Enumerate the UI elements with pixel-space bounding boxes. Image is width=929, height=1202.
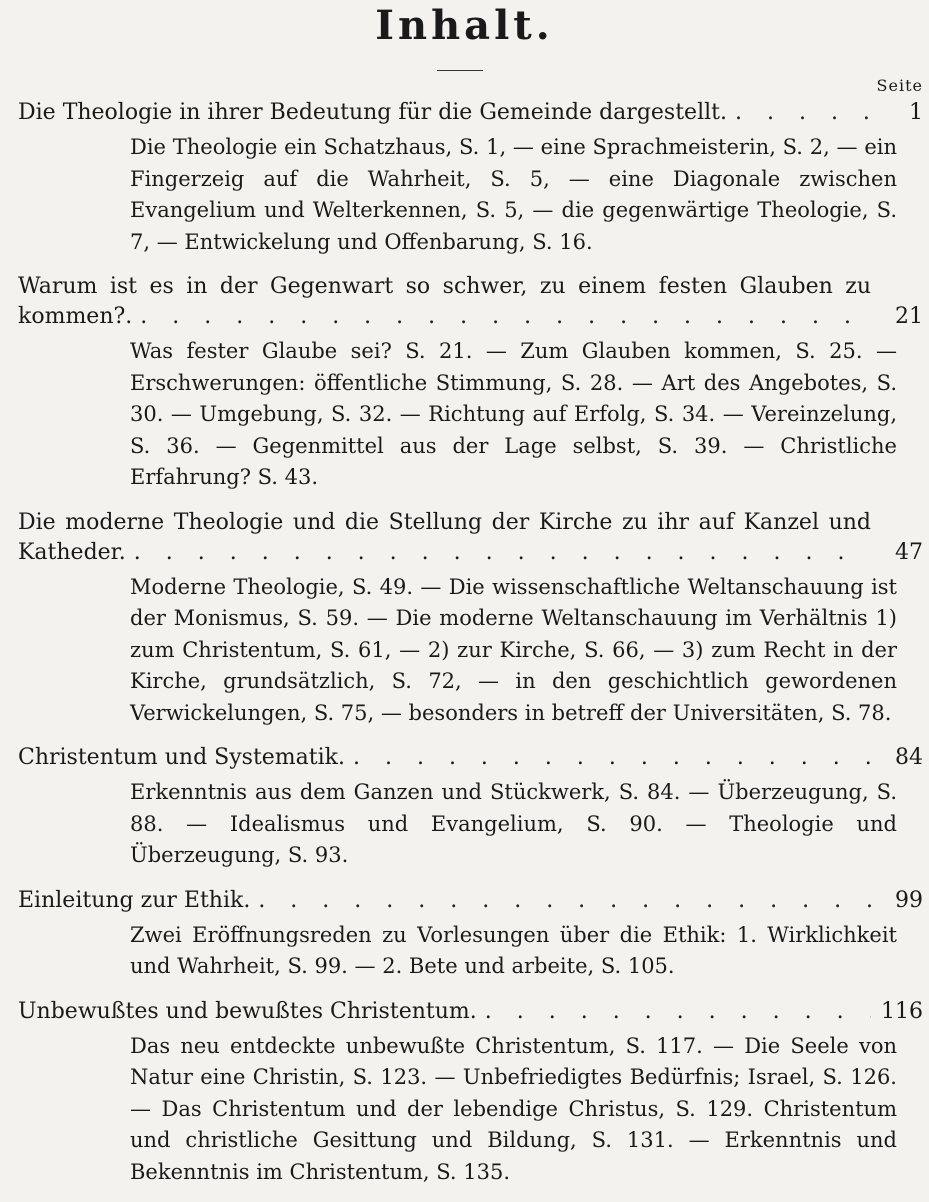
toc-entry-page-number: 84 <box>895 745 923 770</box>
toc-entry-summary: Zwei Eröffnungsreden zu Vorlesungen über die Ethik: 1. Wirklichkeit und Wahrheit, S. 99. — 2. Bete und arbeite, S. 105. <box>130 922 897 978</box>
toc-entry <box>18 997 923 1189</box>
toc-entry-summary: Moderne Theologie, S. 49. — Die wissenschaftliche Weltanschauung ist der Monismus, S. 59. — Die moderne Weltanschauung im Verhältnis 1) zum Christentum, S. 61, — 2) zur Kirche, S. 66, — 3) zum Recht in der Kirche, grundsätzlich, S. 72, — in den geschichtlich gewordenen Verwickelungen, S. 75, — besonders in betreff der Universitäten, S. 78. <box>130 574 897 725</box>
toc-entry-summary: Was fester Glaube sei? S. 21. — Zum Glauben kommen, S. 25. — Erschwerungen: öffentliche Stimmung, S. 28. — Art des Angebotes, S. 30. — Umgebung, S. 32. — Richtung auf Erfolg, S. 34. — Vereinzelung, S. 36. — Gegenmittel aus der Lage selbst, S. 39. — Christliche Erfahrung? S. 43. <box>130 339 897 489</box>
toc-entry-title-row <box>18 538 923 568</box>
toc-entry-heading <box>18 508 923 568</box>
toc-entry-title: Katheder. <box>18 539 126 565</box>
toc-entry-summary: Das neu entdeckte unbewußte Christentum, S. 117. — Die Seele von Natur eine Christin, S. 123. — Unbefriedigtes Bedürfnis; Israel, S. 126. — Das Christentum und der lebendige Christus, S. 129. Christentum und christliche Gesittung und Bildung, S. 131. — Erkenntnis und Bekenntnis im Christentum, S. 135. <box>130 1033 897 1184</box>
toc-entry-summary: Erkenntnis aus dem Ganzen und Stückwerk, S. 84. — Überzeugung, S. 88. — Idealismus und Evangelium, S. 90. — Theologie und Überzeugung, S. 93. <box>130 780 897 867</box>
toc-entry-title: Die Theologie in ihrer Bedeutung für die Gemeinde dargestellt. <box>18 100 727 125</box>
page-title: Inhalt. <box>375 2 554 49</box>
toc-entry-title-row <box>18 886 923 916</box>
toc-entry-summary: Die Theologie ein Schatzhaus, S. 1, — eine Sprachmeisterin, S. 2, — ein Fingerzeig auf die Wahrheit, S. 5, — eine Diagonale zwischen Evangelium und Welterkennen, S. 5, — die gegenwärtige Theologie, S. 7, — Entwickelung und Offenbarung, S. 16. <box>130 135 897 254</box>
toc-entry-title-line: Die moderne Theologie und die Stellung der Kirche zu ihr auf Kanzel und <box>18 509 871 535</box>
toc-entry-title-row <box>18 743 923 773</box>
toc-entry <box>18 886 923 983</box>
toc-entry-page-number: 116 <box>881 998 923 1024</box>
toc-entry-title-row <box>18 997 923 1027</box>
toc-entry-title: kommen?. <box>18 304 133 329</box>
toc-entry-heading <box>18 743 923 773</box>
toc-entry-title-line: Warum ist es in der Gegenwart so schwer, zu einem festen Glauben zu <box>18 274 871 299</box>
toc-entry-title: Einleitung zur Ethik. <box>18 887 251 913</box>
toc-entry <box>18 508 923 730</box>
toc-entry-title-row <box>18 302 923 332</box>
toc-entry-page-number: 21 <box>895 304 923 329</box>
title-rule <box>437 70 483 71</box>
toc-entry-page-number: 1 <box>909 100 923 125</box>
dot-leader <box>345 743 871 773</box>
dot-leader <box>727 98 871 128</box>
toc-entry-title-row <box>18 98 923 128</box>
toc-entry-heading <box>18 272 923 332</box>
dot-leader <box>132 302 871 332</box>
toc-entry-page-number: 99 <box>895 887 923 913</box>
page-column-header: Seite <box>876 76 923 95</box>
toc-entries <box>18 98 923 1202</box>
toc-entry-title: Unbewußtes und bewußtes Christentum. <box>18 998 477 1024</box>
toc-entry <box>18 98 923 258</box>
toc-entry-heading <box>18 98 923 128</box>
toc-entry <box>18 272 923 494</box>
toc-entry-heading <box>18 997 923 1027</box>
toc-entry <box>18 743 923 872</box>
dot-leader <box>126 538 871 568</box>
toc-entry-heading <box>18 886 923 916</box>
dot-leader <box>477 997 871 1027</box>
toc-entry-page-number: 47 <box>895 539 923 565</box>
toc-entry-title: Christentum und Systematik. <box>18 745 345 770</box>
dot-leader <box>250 886 871 916</box>
